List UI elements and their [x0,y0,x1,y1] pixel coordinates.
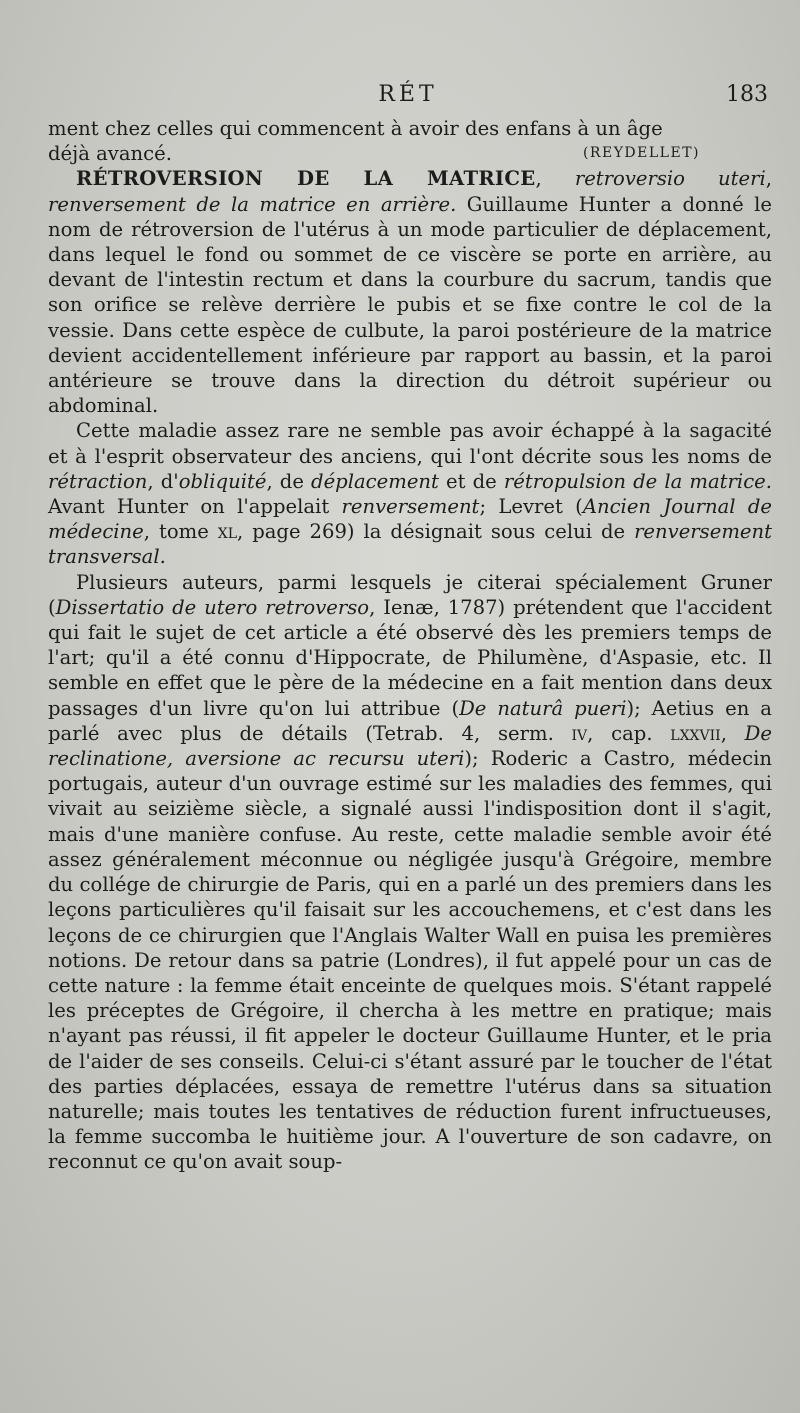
entry-headword: RÉTROVERSION DE LA MATRICE [76,167,536,191]
page-number: 183 [726,82,768,107]
running-head: RÉT [378,82,438,107]
entry-synonym: renversement de la matrice en arrière. [48,192,457,216]
page-header [48,82,768,112]
author-signature: (REYDELLET) [582,145,700,162]
entry-definition: Guillaume Hunter a donné le nom de rétroversion de l'utérus à un mode particulier de déplacement, dans lequel le fond ou sommet de ce viscère se porte en arrière, au devant de l'intestin rectum et dans la courbure du sacrum, tandis que son orifice se relève derrière le pubis et se fixe contre le col de la vessie. Dans cette espèce de culbute, la paroi postérieure de la matrice devient accidentellement inférieure par rapport au bassin, et la paroi antérieure se trouve dans la direction du détroit supérieur ou abdominal. [48,192,772,418]
signature-line [48,141,772,166]
carry-over-last-line: déjà avancé. [48,142,172,166]
entry-latin-term: retroversio uteri [574,167,766,191]
carry-over-text: ment chez celles qui commencent à avoir des enfans à un âge [48,117,663,140]
body-text [48,116,772,1175]
authors-paragraph: Plusieurs auteurs, parmi lesquels je citerai spécialement Gruner (Dissertatio de utero retroverso, Ienæ, 1787) prétendent que l'accident qui fait le sujet de cet article a été observé dès les premiers temps de l'art; qu'il a été connu d'Hippocrate, de Philumène, d'Aspasie, etc. Il semble en effet que le père de la médecine en a fait mention dans deux passages d'un livre qu'on lui attribue (De naturâ pueri); Aetius en a parlé avec plus de détails (Tetrab. 4, serm. iv, cap. lxxvii, De reclinatione, aversione ac recursu uteri); Roderic a Castro, médecin portugais, auteur d'un ouvrage estimé sur les maladies des femmes, qui vivait au seizième siècle, a signalé aussi l'indisposition dont il s'agit, mais d'une manière confuse. Au reste, cette maladie semble avoir été assez généralement méconnue ou négligée jusqu'à Grégoire, membre du collége de chirurgie de Paris, qui en a parlé un des premiers dans les leçons particulières qu'il faisait sur les accouchemens, et c'est dans les leçons de ce chirurgien que l'Anglais Walter Wall en puisa les premières notions. De retour dans sa patrie (Londres), il fut appelé pour un cas de cette nature : la femme était enceinte de quelques mois. S'étant rappelé les préceptes de Grégoire, il chercha à les mettre en pratique; mais n'ayant pas réussi, il fit appeler le docteur Guillaume Hunter, et le pria de l'aider de ses conseils. Celui-ci s'étant assuré par le toucher de l'état des parties déplacées, essaya de remettre l'utérus dans sa situation naturelle; mais toutes les tentatives de réduction furent infructueuses, la femme succomba le huitième jour. A l'ouverture de son cadavre, on reconnut ce qu'on avait soup- [48,570,773,1174]
history-paragraph: Cette maladie assez rare ne semble pas avoir échappé à la sagacité et à l'esprit observateur des anciens, qui l'ont décrite sous les noms de rétraction, d'obliquité, de déplacement et de rétropulsion de la matrice. Avant Hunter on l'appelait renversement; Levret (Ancien Journal de médecine, tome xl, page 269) la désignait sous celui de renversement transversal. [48,419,772,569]
entry-paragraph: RÉTROVERSION DE LA MATRICE, retroversio uteri, renversement de la matrice en arrière. Guillaume Hunter a donné le nom de rétroversion de l'utérus à un mode particulier de déplacement, dans lequel le fond ou sommet de ce viscère se porte en arrière, au devant de l'intestin rectum et dans la courbure du sacrum, tandis que son orifice se relève derrière le pubis et se fixe contre le col de la vessie. Dans cette espèce de culbute, la paroi postérieure de la matrice devient accidentellement inférieure par rapport au bassin, et la paroi antérieure se trouve dans la direction du détroit supérieur ou abdominal. [48,167,772,418]
